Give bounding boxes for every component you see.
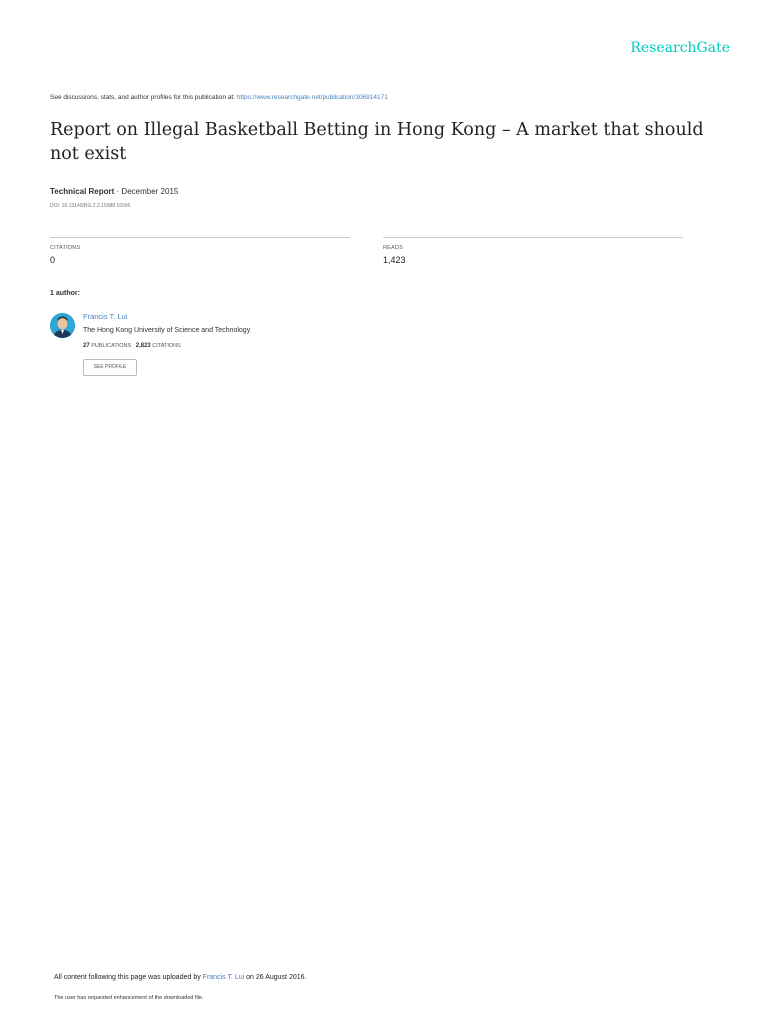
publication-title: Report on Illegal Basketball Betting in Hong Kong – A market that should not exist	[50, 120, 704, 164]
discussion-text: See discussions, stats, and author profiles for this publication at:	[50, 94, 235, 101]
citations-value: 0	[50, 255, 56, 265]
author-publications-count: 27	[83, 343, 90, 349]
author-name-link[interactable]: Francis T. Lui	[83, 312, 128, 321]
author-publications-label: PUBLICATIONS	[91, 343, 132, 349]
report-type: Technical Report	[50, 187, 115, 196]
citations-label: CITATIONS	[50, 245, 81, 251]
uploader-link[interactable]: Francis T. Lui	[202, 974, 245, 981]
author-institution: The Hong Kong University of Science and Technology	[83, 327, 251, 334]
upload-prefix: All content following this page was uploaded by	[54, 974, 201, 981]
reads-value: 1,423	[383, 255, 406, 265]
reads-label: READS	[383, 245, 403, 251]
discussion-line	[50, 94, 388, 101]
report-meta	[50, 187, 178, 196]
author-citations-label: CITATIONS	[152, 343, 181, 349]
upload-note	[54, 974, 306, 981]
enhancement-note: The user has requested enhancement of the downloaded file.	[54, 995, 204, 1001]
doi: DOI: 10.13140/RG.2.2.15988.16006	[50, 203, 131, 209]
author-citations-count: 2,823	[135, 343, 151, 349]
author-stats	[83, 343, 181, 349]
authors-heading: 1 author:	[50, 290, 80, 297]
reads-stat	[383, 237, 683, 265]
person-icon	[50, 313, 75, 338]
author-avatar[interactable]	[50, 313, 75, 338]
publication-url-link[interactable]: https://www.researchgate.net/publication/306914171	[236, 94, 388, 101]
see-profile-button[interactable]: SEE PROFILE	[83, 359, 137, 376]
citations-stat	[50, 237, 350, 265]
researchgate-logo[interactable]: ResearchGate	[630, 40, 730, 56]
upload-suffix: on 26 August 2016.	[246, 974, 307, 981]
report-date: · December 2015	[114, 187, 179, 196]
